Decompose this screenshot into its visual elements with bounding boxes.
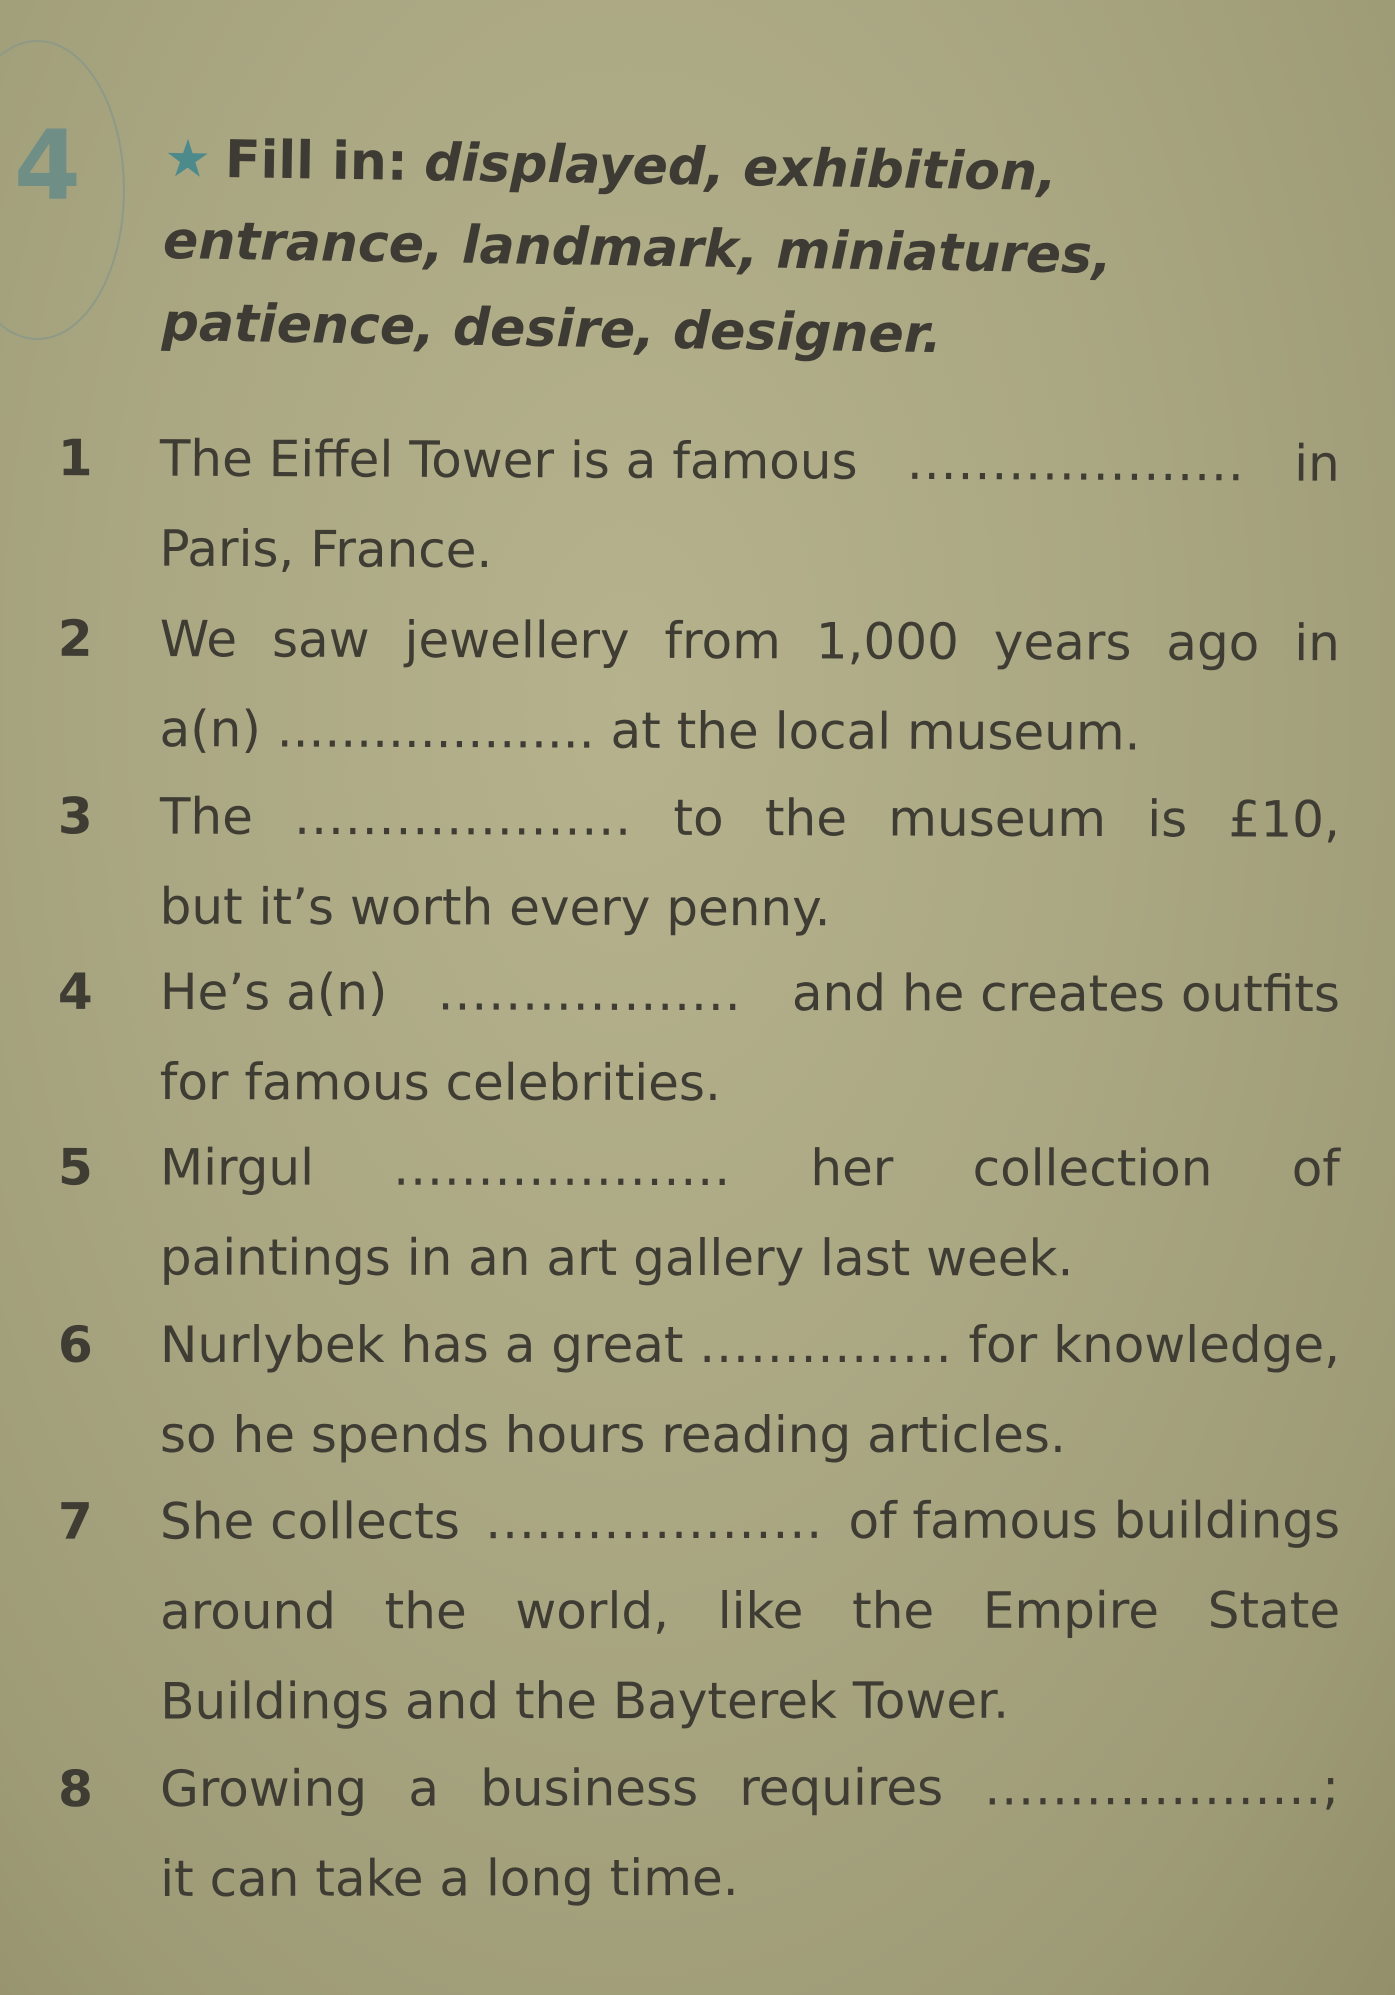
- sentence-segment: for knowledge,: [968, 1316, 1340, 1374]
- item-line: [160, 1477, 1340, 1564]
- sentence-segment: a(n) .................... at the local museum.: [159, 700, 1141, 762]
- answer-blank: ....................: [906, 432, 1245, 493]
- item-line: [160, 1215, 1340, 1302]
- sentence-segment: of: [1291, 1139, 1340, 1198]
- item-line: [160, 1657, 1340, 1744]
- exercise-instructions: [161, 118, 1325, 382]
- item-number: 6: [58, 1316, 93, 1374]
- sentence-segment: like: [717, 1581, 804, 1640]
- sentence-segment: the: [852, 1581, 935, 1640]
- sentence-segment: The Eiffel Tower is a famous: [159, 429, 858, 491]
- answer-blank: ....................;: [984, 1757, 1341, 1817]
- sentence-segment: ago: [1166, 613, 1260, 672]
- sentence-segment: of famous buildings: [848, 1491, 1341, 1550]
- item-number: 3: [57, 787, 93, 846]
- sentence-segment: from: [664, 611, 781, 671]
- item-line: [159, 686, 1339, 776]
- sentence-segment: for famous celebrities.: [159, 1053, 721, 1113]
- item-line: [159, 506, 1339, 597]
- item-number: 7: [58, 1492, 93, 1551]
- item-line: [160, 774, 1340, 863]
- answer-blank: ....................: [485, 1491, 824, 1551]
- exercise-item: [57, 415, 1348, 580]
- item-number: 4: [57, 962, 93, 1021]
- sentence-segment: Paris, France.: [159, 519, 493, 580]
- sentence-segment: He’s a(n): [159, 963, 388, 1022]
- item-line: [160, 1567, 1340, 1654]
- sentence-segment: The: [159, 787, 253, 846]
- sentence-segment: Nurlybek has a great: [160, 1316, 684, 1374]
- sentence-segment: and he creates outfits: [791, 964, 1340, 1024]
- sentence-segment: years: [993, 613, 1132, 672]
- sentence-segment: Empire: [982, 1581, 1160, 1640]
- item-number: 8: [58, 1760, 93, 1819]
- star-icon: ★: [163, 128, 212, 190]
- item-line: [160, 596, 1340, 686]
- sentence-segment: State: [1207, 1581, 1341, 1640]
- sentence-segment: museum: [888, 789, 1107, 849]
- instruction-label: Fill in:: [224, 129, 409, 193]
- sentence-segment: world,: [515, 1582, 670, 1641]
- sentence-segment: it can take a long time.: [160, 1848, 739, 1908]
- sentence-segment: is: [1147, 790, 1188, 849]
- item-line: [160, 949, 1340, 1037]
- exercise-item: [58, 1477, 1348, 1731]
- sentence-segment: Growing: [160, 1759, 368, 1818]
- sentence-segment: collection: [972, 1139, 1213, 1198]
- sentence-segment: paintings in an art gallery last week.: [159, 1228, 1074, 1288]
- sentence-segment: jewellery: [404, 610, 630, 670]
- answer-blank: ....................: [393, 1138, 732, 1198]
- item-line: [160, 1302, 1340, 1388]
- sentence-segment: to: [673, 788, 724, 848]
- word-bank: displayed, exhibition, entrance, landmark, miniatures, patience, desire, designer.: [161, 133, 1113, 366]
- sentence-segment: £10,: [1228, 790, 1340, 849]
- item-line: [160, 1392, 1340, 1478]
- item-number: 1: [57, 429, 93, 488]
- sentence-segment: her: [810, 1139, 894, 1198]
- item-line: [160, 1125, 1340, 1212]
- sentence-segment: a: [408, 1759, 440, 1818]
- sentence-segment: in: [1294, 434, 1340, 493]
- exercise-item: [57, 1124, 1348, 1288]
- sentence-segment: business: [480, 1759, 699, 1818]
- sentence-segment: We: [159, 610, 238, 669]
- exercise-number: 4: [14, 110, 81, 222]
- exercise-item: [57, 596, 1348, 762]
- sentence-segment: Buildings and the Bayterek Tower.: [160, 1671, 1010, 1731]
- sentence-segment: Mirgul: [159, 1138, 315, 1197]
- answer-blank: ..................: [437, 963, 742, 1023]
- item-line: [160, 416, 1340, 507]
- sentence-segment: saw: [271, 610, 370, 669]
- sentence-segment: in: [1294, 614, 1340, 673]
- sentence-segment: the: [764, 789, 848, 848]
- sentence-segment: but it’s worth every penny.: [159, 877, 831, 938]
- sentence-segment: requires: [739, 1758, 944, 1817]
- item-line: [160, 1744, 1340, 1832]
- sentence-segment: so he spends hours reading articles.: [160, 1406, 1066, 1464]
- answer-blank: ...............: [699, 1316, 953, 1374]
- sentence-segment: 1,000: [815, 612, 960, 671]
- item-number: 5: [57, 1138, 93, 1197]
- sentence-segment: around: [160, 1582, 336, 1641]
- item-line: [160, 1039, 1340, 1127]
- item-line: [160, 864, 1340, 953]
- answer-blank: ....................: [294, 787, 633, 847]
- sentence-segment: the: [384, 1582, 467, 1641]
- item-number: 2: [57, 609, 93, 668]
- sentence-segment: She collects: [160, 1492, 460, 1551]
- item-line: [160, 1834, 1340, 1922]
